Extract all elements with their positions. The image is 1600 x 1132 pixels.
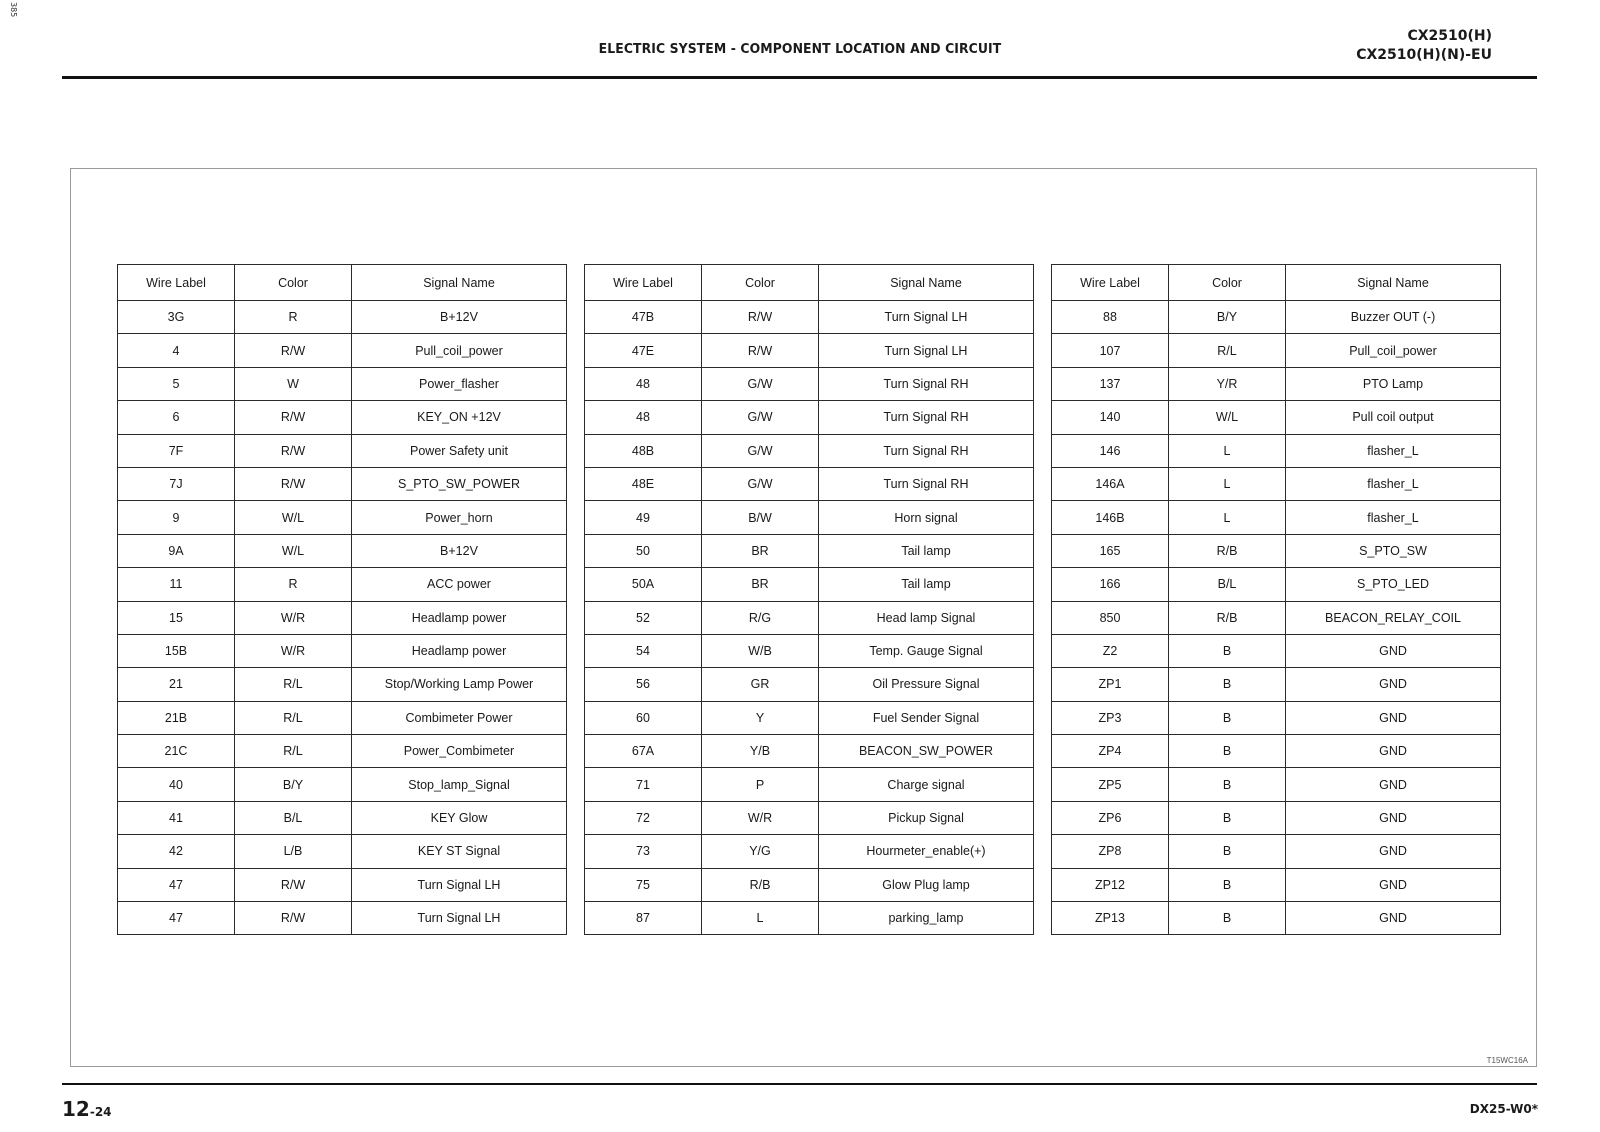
wire-label-cell: 21C <box>118 735 235 768</box>
wire-label-cell: 146A <box>1052 467 1169 500</box>
color-cell: W/R <box>235 601 352 634</box>
table-row <box>585 701 1034 734</box>
color-cell: B/Y <box>1169 301 1286 334</box>
wire-label-cell: Z2 <box>1052 634 1169 667</box>
signal-name-cell: GND <box>1286 735 1501 768</box>
color-cell: B <box>1169 634 1286 667</box>
signal-name-cell: Turn Signal RH <box>819 401 1034 434</box>
wire-label-cell: 50 <box>585 534 702 567</box>
wire-label-cell: 60 <box>585 701 702 734</box>
table-row <box>118 334 567 367</box>
signal-name-cell: GND <box>1286 634 1501 667</box>
table-row <box>1052 434 1501 467</box>
table-row <box>585 301 1034 334</box>
wire-label-cell: ZP12 <box>1052 868 1169 901</box>
table-row <box>585 334 1034 367</box>
color-cell: W/B <box>702 634 819 667</box>
signal-name-cell: flasher_L <box>1286 501 1501 534</box>
wire-table-3 <box>1051 264 1501 935</box>
color-cell: B <box>1169 801 1286 834</box>
table-row <box>1052 534 1501 567</box>
signal-name-cell: Turn Signal LH <box>352 868 567 901</box>
signal-name-cell: Combimeter Power <box>352 701 567 734</box>
table-row <box>585 568 1034 601</box>
color-cell: B <box>1169 668 1286 701</box>
color-cell: L/B <box>235 835 352 868</box>
signal-name-cell: Stop_lamp_Signal <box>352 768 567 801</box>
color-cell: L <box>1169 434 1286 467</box>
table-row <box>1052 801 1501 834</box>
color-cell: R/W <box>702 301 819 334</box>
wire-label-cell: 21B <box>118 701 235 734</box>
signal-name-cell: Charge signal <box>819 768 1034 801</box>
table-header-row <box>118 265 567 301</box>
signal-name-cell: Power_flasher <box>352 367 567 400</box>
table-row <box>118 534 567 567</box>
color-cell: R <box>235 301 352 334</box>
color-cell: B <box>1169 835 1286 868</box>
wire-label-cell: 9A <box>118 534 235 567</box>
color-cell: P <box>702 768 819 801</box>
color-cell: B <box>1169 735 1286 768</box>
table-row <box>118 801 567 834</box>
color-cell: R/L <box>235 701 352 734</box>
signal-name-cell: Power Safety unit <box>352 434 567 467</box>
figure-code: T15WC16A <box>1486 1056 1528 1065</box>
color-cell: BR <box>702 534 819 567</box>
wire-label-cell: 6 <box>118 401 235 434</box>
wire-label-cell: ZP1 <box>1052 668 1169 701</box>
wire-label-cell: 56 <box>585 668 702 701</box>
signal-name-cell: KEY_ON +12V <box>352 401 567 434</box>
table-row <box>1052 668 1501 701</box>
signal-name-cell: ACC power <box>352 568 567 601</box>
signal-name-cell: Glow Plug lamp <box>819 868 1034 901</box>
table-row <box>1052 868 1501 901</box>
table-row <box>585 835 1034 868</box>
color-cell: W/L <box>235 534 352 567</box>
wire-label-cell: ZP3 <box>1052 701 1169 734</box>
color-cell: L <box>1169 467 1286 500</box>
table-row <box>1052 467 1501 500</box>
color-cell: B/W <box>702 501 819 534</box>
signal-name-cell: Turn Signal LH <box>819 334 1034 367</box>
signal-name-cell: Turn Signal LH <box>352 902 567 935</box>
wire-label-cell: ZP8 <box>1052 835 1169 868</box>
table-row <box>585 668 1034 701</box>
side-page-number: 385 <box>9 2 18 18</box>
wire-label-cell: 40 <box>118 768 235 801</box>
page-chapter: 12 <box>62 1097 90 1121</box>
color-cell: G/W <box>702 401 819 434</box>
wire-label-cell: 47 <box>118 868 235 901</box>
signal-name-cell: Turn Signal RH <box>819 434 1034 467</box>
wire-label-cell: 88 <box>1052 301 1169 334</box>
wire-table-2 <box>584 264 1034 935</box>
wire-label-cell: 7F <box>118 434 235 467</box>
wire-label-cell: 137 <box>1052 367 1169 400</box>
footer-rule <box>62 1083 1537 1085</box>
wire-label-cell: 11 <box>118 568 235 601</box>
wire-label-cell: ZP6 <box>1052 801 1169 834</box>
table-row <box>1052 301 1501 334</box>
color-cell: W/L <box>235 501 352 534</box>
column-header: Wire Label <box>585 265 702 301</box>
wire-label-cell: 48 <box>585 367 702 400</box>
wire-table-1 <box>117 264 567 935</box>
signal-name-cell: Head lamp Signal <box>819 601 1034 634</box>
color-cell: L <box>702 902 819 935</box>
color-cell: W/R <box>702 801 819 834</box>
color-cell: B <box>1169 868 1286 901</box>
wire-label-cell: 48B <box>585 434 702 467</box>
table-row <box>585 434 1034 467</box>
model-name-2: CX2510(H)(N)-EU <box>1356 47 1492 63</box>
wire-label-cell: 15B <box>118 634 235 667</box>
color-cell: GR <box>702 668 819 701</box>
signal-name-cell: Hourmeter_enable(+) <box>819 835 1034 868</box>
column-header: Color <box>235 265 352 301</box>
color-cell: R/W <box>702 334 819 367</box>
color-cell: G/W <box>702 434 819 467</box>
signal-name-cell: Pull_coil_power <box>352 334 567 367</box>
color-cell: R/L <box>235 735 352 768</box>
table-row <box>585 601 1034 634</box>
column-header: Signal Name <box>819 265 1034 301</box>
color-cell: Y/G <box>702 835 819 868</box>
color-cell: B/L <box>1169 568 1286 601</box>
table-row <box>118 367 567 400</box>
signal-name-cell: Horn signal <box>819 501 1034 534</box>
signal-name-cell: Temp. Gauge Signal <box>819 634 1034 667</box>
color-cell: Y/R <box>1169 367 1286 400</box>
wire-label-cell: 72 <box>585 801 702 834</box>
table-row <box>1052 634 1501 667</box>
table-row <box>118 568 567 601</box>
table-row <box>585 501 1034 534</box>
table-row <box>585 902 1034 935</box>
signal-name-cell: KEY ST Signal <box>352 835 567 868</box>
color-cell: R/W <box>235 868 352 901</box>
signal-name-cell: Buzzer OUT (-) <box>1286 301 1501 334</box>
page-sub: -24 <box>89 1105 112 1119</box>
color-cell: R/W <box>235 467 352 500</box>
table-row <box>118 668 567 701</box>
table-row <box>1052 401 1501 434</box>
header-rule <box>62 76 1537 79</box>
table-row <box>1052 701 1501 734</box>
color-cell: Y <box>702 701 819 734</box>
wire-label-cell: 48 <box>585 401 702 434</box>
table-row <box>1052 501 1501 534</box>
wire-label-cell: 49 <box>585 501 702 534</box>
wire-label-cell: 52 <box>585 601 702 634</box>
color-cell: R/W <box>235 401 352 434</box>
footer-code: DX25-W0* <box>1469 1102 1538 1116</box>
signal-name-cell: S_PTO_SW <box>1286 534 1501 567</box>
signal-name-cell: Power_Combimeter <box>352 735 567 768</box>
signal-name-cell: parking_lamp <box>819 902 1034 935</box>
signal-name-cell: Turn Signal RH <box>819 367 1034 400</box>
wire-label-cell: 850 <box>1052 601 1169 634</box>
wire-label-cell: 9 <box>118 501 235 534</box>
table-row <box>585 801 1034 834</box>
column-header: Signal Name <box>1286 265 1501 301</box>
wire-label-cell: 87 <box>585 902 702 935</box>
wire-label-cell: 75 <box>585 868 702 901</box>
table-header-row <box>585 265 1034 301</box>
signal-name-cell: Fuel Sender Signal <box>819 701 1034 734</box>
table-row <box>585 735 1034 768</box>
wire-label-cell: 50A <box>585 568 702 601</box>
color-cell: G/W <box>702 467 819 500</box>
table-row <box>118 701 567 734</box>
signal-name-cell: Power_horn <box>352 501 567 534</box>
color-cell: R/W <box>235 434 352 467</box>
signal-name-cell: GND <box>1286 868 1501 901</box>
signal-name-cell: GND <box>1286 768 1501 801</box>
wire-label-cell: 146 <box>1052 434 1169 467</box>
table-row <box>118 601 567 634</box>
table-row <box>118 434 567 467</box>
wire-label-cell: 21 <box>118 668 235 701</box>
signal-name-cell: GND <box>1286 701 1501 734</box>
table-row <box>118 301 567 334</box>
table-row <box>585 534 1034 567</box>
signal-name-cell: Pickup Signal <box>819 801 1034 834</box>
color-cell: B <box>1169 902 1286 935</box>
page-number <box>62 1097 112 1121</box>
signal-name-cell: B+12V <box>352 301 567 334</box>
model-name-1: CX2510(H) <box>1407 28 1492 44</box>
color-cell: B <box>1169 701 1286 734</box>
wire-label-cell: 3G <box>118 301 235 334</box>
column-header: Wire Label <box>118 265 235 301</box>
color-cell: R/B <box>1169 534 1286 567</box>
column-header: Wire Label <box>1052 265 1169 301</box>
wire-label-cell: 47 <box>118 902 235 935</box>
color-cell: R/B <box>1169 601 1286 634</box>
signal-name-cell: GND <box>1286 668 1501 701</box>
table-row <box>118 868 567 901</box>
column-header: Signal Name <box>352 265 567 301</box>
wire-label-cell: 48E <box>585 467 702 500</box>
table-row <box>118 634 567 667</box>
signal-name-cell: Tail lamp <box>819 534 1034 567</box>
wire-label-cell: 5 <box>118 367 235 400</box>
wire-label-cell: 41 <box>118 801 235 834</box>
wire-label-cell: 165 <box>1052 534 1169 567</box>
signal-name-cell: Turn Signal LH <box>819 301 1034 334</box>
wire-label-cell: 140 <box>1052 401 1169 434</box>
signal-name-cell: S_PTO_SW_POWER <box>352 467 567 500</box>
color-cell: R/W <box>235 902 352 935</box>
color-cell: W/R <box>235 634 352 667</box>
table-row <box>585 401 1034 434</box>
signal-name-cell: B+12V <box>352 534 567 567</box>
signal-name-cell: Stop/Working Lamp Power <box>352 668 567 701</box>
color-cell: BR <box>702 568 819 601</box>
signal-name-cell: S_PTO_LED <box>1286 568 1501 601</box>
signal-name-cell: GND <box>1286 902 1501 935</box>
page-title: ELECTRIC SYSTEM - COMPONENT LOCATION AND CIRCUIT <box>598 41 1002 57</box>
table-row <box>1052 768 1501 801</box>
color-cell: G/W <box>702 367 819 400</box>
table-row <box>585 868 1034 901</box>
wire-label-cell: 71 <box>585 768 702 801</box>
table-row <box>585 634 1034 667</box>
table-row <box>585 367 1034 400</box>
table-row <box>1052 367 1501 400</box>
signal-name-cell: Pull coil output <box>1286 401 1501 434</box>
wire-label-cell: 73 <box>585 835 702 868</box>
color-cell: W/L <box>1169 401 1286 434</box>
table-row <box>585 768 1034 801</box>
wire-label-cell: 54 <box>585 634 702 667</box>
signal-name-cell: Turn Signal RH <box>819 467 1034 500</box>
table-header-row <box>1052 265 1501 301</box>
wire-label-cell: 42 <box>118 835 235 868</box>
signal-name-cell: Pull_coil_power <box>1286 334 1501 367</box>
table-row <box>1052 735 1501 768</box>
color-cell: W <box>235 367 352 400</box>
signal-name-cell: BEACON_SW_POWER <box>819 735 1034 768</box>
color-cell: R <box>235 568 352 601</box>
signal-name-cell: BEACON_RELAY_COIL <box>1286 601 1501 634</box>
color-cell: L <box>1169 501 1286 534</box>
color-cell: R/G <box>702 601 819 634</box>
color-cell: Y/B <box>702 735 819 768</box>
wire-label-cell: 15 <box>118 601 235 634</box>
column-header: Color <box>1169 265 1286 301</box>
wire-label-cell: ZP13 <box>1052 902 1169 935</box>
column-header: Color <box>702 265 819 301</box>
table-row <box>118 501 567 534</box>
signal-name-cell: PTO Lamp <box>1286 367 1501 400</box>
table-row <box>118 835 567 868</box>
signal-name-cell: KEY Glow <box>352 801 567 834</box>
table-row <box>1052 601 1501 634</box>
wire-label-cell: 67A <box>585 735 702 768</box>
wire-label-cell: 166 <box>1052 568 1169 601</box>
signal-name-cell: flasher_L <box>1286 434 1501 467</box>
color-cell: R/L <box>1169 334 1286 367</box>
table-row <box>118 902 567 935</box>
wire-label-cell: 107 <box>1052 334 1169 367</box>
wire-label-cell: 7J <box>118 467 235 500</box>
signal-name-cell: GND <box>1286 835 1501 868</box>
color-cell: B/Y <box>235 768 352 801</box>
wire-label-cell: 47E <box>585 334 702 367</box>
table-row <box>1052 835 1501 868</box>
wire-label-cell: ZP5 <box>1052 768 1169 801</box>
color-cell: R/W <box>235 334 352 367</box>
color-cell: B <box>1169 768 1286 801</box>
wire-label-cell: 146B <box>1052 501 1169 534</box>
signal-name-cell: Headlamp power <box>352 634 567 667</box>
table-row <box>118 735 567 768</box>
wire-label-cell: 4 <box>118 334 235 367</box>
table-row <box>1052 902 1501 935</box>
signal-name-cell: Tail lamp <box>819 568 1034 601</box>
wire-label-cell: ZP4 <box>1052 735 1169 768</box>
signal-name-cell: Headlamp power <box>352 601 567 634</box>
signal-name-cell: Oil Pressure Signal <box>819 668 1034 701</box>
color-cell: R/L <box>235 668 352 701</box>
table-row <box>585 467 1034 500</box>
signal-name-cell: flasher_L <box>1286 467 1501 500</box>
table-row <box>118 467 567 500</box>
table-row <box>118 768 567 801</box>
table-row <box>118 401 567 434</box>
color-cell: B/L <box>235 801 352 834</box>
wire-label-cell: 47B <box>585 301 702 334</box>
signal-name-cell: GND <box>1286 801 1501 834</box>
table-row <box>1052 568 1501 601</box>
table-row <box>1052 334 1501 367</box>
color-cell: R/B <box>702 868 819 901</box>
